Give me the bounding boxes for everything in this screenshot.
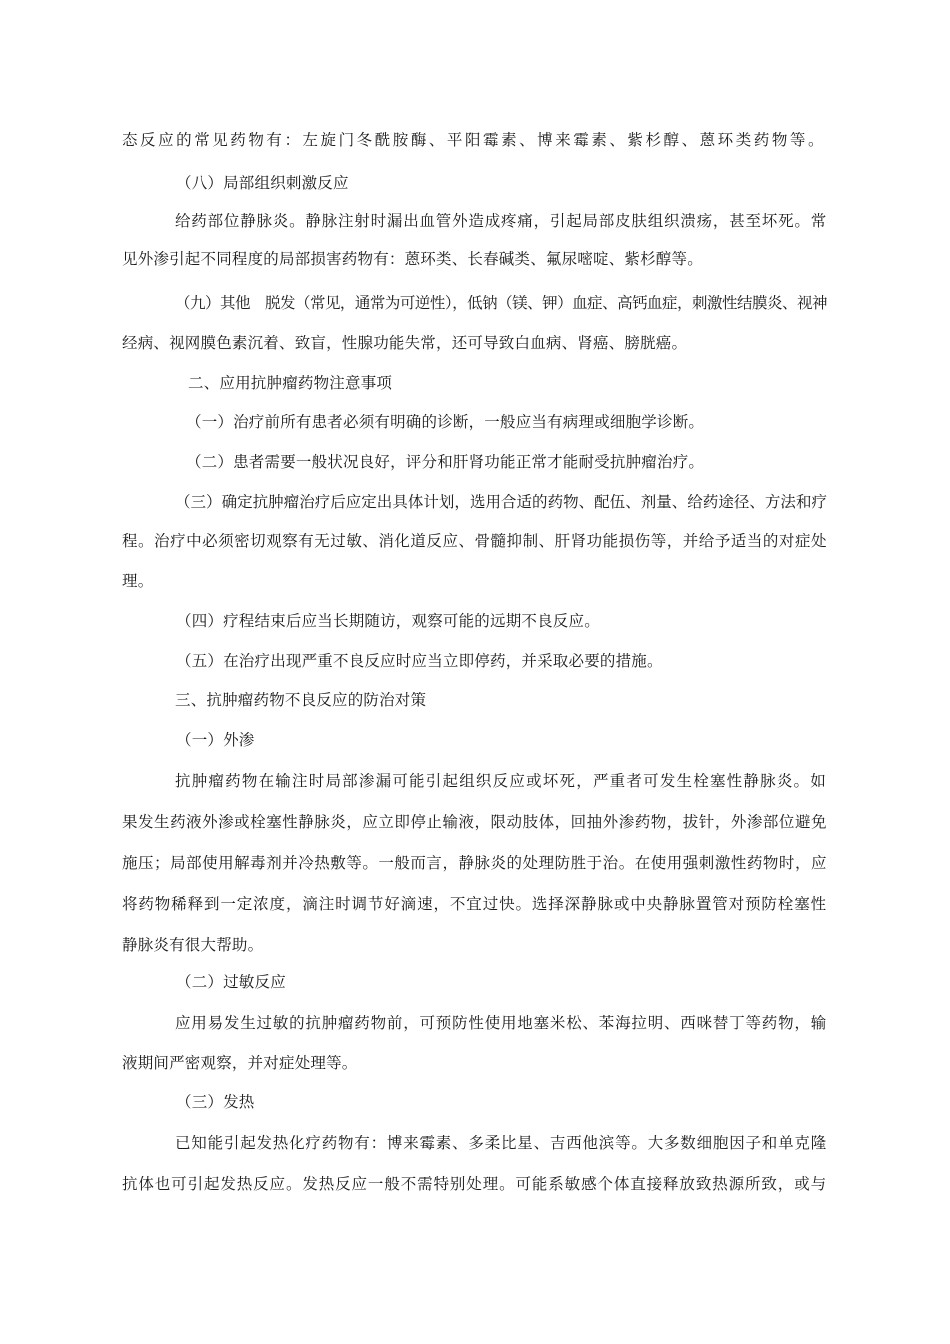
text-line: （九）其他 脱发（常见，通常为可逆性），低钠（镁、钾）血症、高钙血症，刺激性结膜炎、视神 (175, 294, 827, 312)
section-heading: （三）发热 (176, 1093, 255, 1111)
text-line: 给药部位静脉炎。静脉注射时漏出血管外造成疼痛，引起局部皮肤组织溃疡，甚至坏死。常 (175, 212, 827, 230)
text-line: 应用易发生过敏的抗肿瘤药物前，可预防性使用地塞米松、苯海拉明、西咪替丁等药物，输 (175, 1014, 827, 1032)
text-line: 果发生药液外渗或栓塞性静脉炎，应立即停止输液，限动肢体，回抽外渗药物，拔针，外渗部位避免 (122, 813, 827, 831)
section-heading: （二）过敏反应 (176, 973, 286, 991)
section-heading: 二、应用抗肿瘤药物注意事项 (188, 374, 393, 392)
text-line: 理。 (122, 572, 154, 590)
text-line: 静脉炎有很大帮助。 (122, 936, 264, 954)
text-line: 见外渗引起不同程度的局部损害药物有：蒽环类、长春碱类、氟尿嘧啶、紫杉醇等。 (122, 250, 703, 268)
text-line: 抗肿瘤药物在输注时局部渗漏可能引起组织反应或坏死，严重者可发生栓塞性静脉炎。如 (175, 772, 827, 790)
section-heading: （一）外渗 (176, 731, 255, 749)
text-line: 程。治疗中必须密切观察有无过敏、消化道反应、骨髓抑制、肝肾功能损伤等，并给予适当的对症处 (122, 532, 827, 550)
text-line: 经病、视网膜色素沉着、致盲，性腺功能失常，还可导致白血病、肾癌、膀胱癌。 (122, 334, 688, 352)
text-line: （四）疗程结束后应当长期随访，观察可能的远期不良反应。 (176, 612, 600, 630)
section-heading: 三、抗肿瘤药物不良反应的防治对策 (175, 691, 427, 709)
text-line: （一）治疗前所有患者必须有明确的诊断，一般应当有病理或细胞学诊断。 (186, 413, 705, 431)
text-line: 已知能引起发热化疗药物有：博来霉素、多柔比星、吉西他滨等。大多数细胞因子和单克隆 (175, 1134, 827, 1152)
section-heading: （八）局部组织刺激反应 (176, 174, 349, 192)
text-line: 施压；局部使用解毒剂并冷热敷等。一般而言，静脉炎的处理防胜于治。在使用强刺激性药物时，应 (122, 854, 827, 872)
text-line: 态反应的常见药物有：左旋门冬酰胺酶、平阳霉素、博来霉素、紫杉醇、蒽环类药物等。 (122, 131, 826, 149)
text-line: （二）患者需要一般状况良好，评分和肝肾功能正常才能耐受抗肿瘤治疗。 (186, 453, 705, 471)
text-line: （五）在治疗出现严重不良反应时应当立即停药，并采取必要的措施。 (176, 652, 663, 670)
text-line: 抗体也可引起发热反应。发热反应一般不需特别处理。可能系敏感个体直接释放致热源所致，或与 (122, 1175, 827, 1193)
text-line: 液期间严密观察，并对症处理等。 (122, 1054, 358, 1072)
text-line: 将药物稀释到一定浓度，滴注时调节好滴速，不宜过快。选择深静脉或中央静脉置管对预防栓塞性 (122, 895, 827, 913)
text-line: （三）确定抗肿瘤治疗后应定出具体计划，选用合适的药物、配伍、剂量、给药途径、方法和疗 (175, 493, 827, 511)
